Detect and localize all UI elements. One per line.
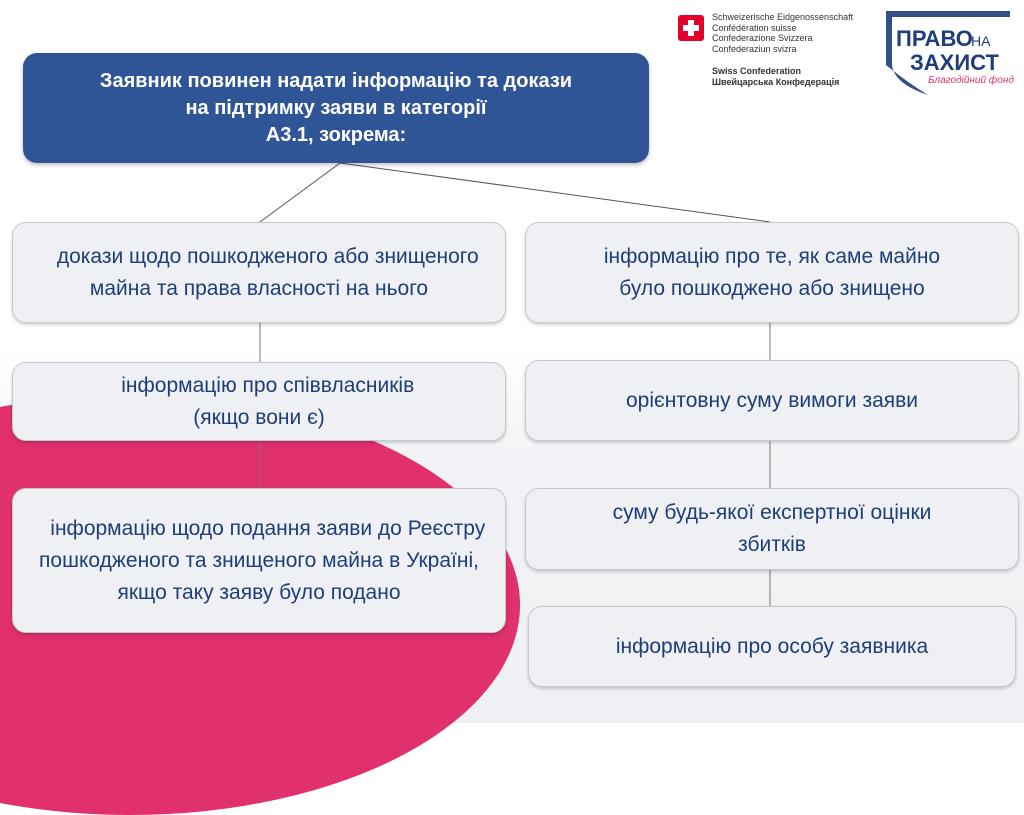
- swiss-confederation-logo: [678, 12, 858, 102]
- swiss-line-3: Confederazione Svizzera: [712, 33, 813, 43]
- card-register-application: [12, 488, 506, 633]
- logo-zakhyst: ЗАХИСТ: [910, 50, 999, 75]
- header-line-3: A3.1, зокрема:: [265, 123, 407, 146]
- card-expert-assessment: [525, 488, 1019, 570]
- connector-right-line: [340, 163, 770, 222]
- swiss-line-1: Schweizerische Eidgenossenschaft: [712, 12, 854, 22]
- header-box: [23, 53, 649, 163]
- card-text: інформацію про співвласників (якщо вони є): [103, 373, 421, 429]
- card-text: орієнтовну суму вимоги заяви: [625, 388, 919, 412]
- card-text: інформацію про те, як саме майно було пошкоджено або знищено: [603, 244, 941, 300]
- card-applicant-info: [528, 606, 1016, 687]
- header-line-2: на підтримку заяви в категорії: [185, 96, 487, 119]
- swiss-logo-text: [712, 12, 853, 87]
- card-claim-amount: [525, 360, 1019, 441]
- card-text: інформацію про особу заявника: [615, 634, 929, 658]
- logo-subtitle: Благодійний фонд: [928, 75, 1014, 86]
- swiss-line-4: Confederaziun svizra: [712, 43, 797, 54]
- swiss-bold-1: Swiss Confederation: [712, 66, 802, 76]
- swiss-flag-icon: [678, 15, 704, 41]
- logo-title: ПРАВО: [896, 26, 973, 51]
- swiss-bold-2: Швейцарська Конфедерація: [712, 76, 840, 87]
- swiss-line-2: Confédération suisse: [712, 22, 797, 33]
- card-text: докази щодо пошкодженого або знищеного майна та права власності на нього: [39, 244, 485, 300]
- card-co-owners: [12, 362, 506, 441]
- logo-na: НА: [971, 33, 991, 49]
- card-damage-details: [525, 222, 1019, 323]
- header-line-1: Заявник повинен надати інформацію та докази: [99, 69, 573, 92]
- card-text: інформацію щодо подання заяви до Реєстру пошкодженого та знищеного майна в Україні, якщо таку заяву було подано: [32, 516, 492, 604]
- card-property-evidence: [12, 222, 506, 323]
- card-text: суму будь-якої експертної оцінки збитків: [612, 501, 932, 556]
- connector-left-line: [260, 163, 340, 222]
- pravo-na-zakhyst-logo: [878, 3, 1018, 98]
